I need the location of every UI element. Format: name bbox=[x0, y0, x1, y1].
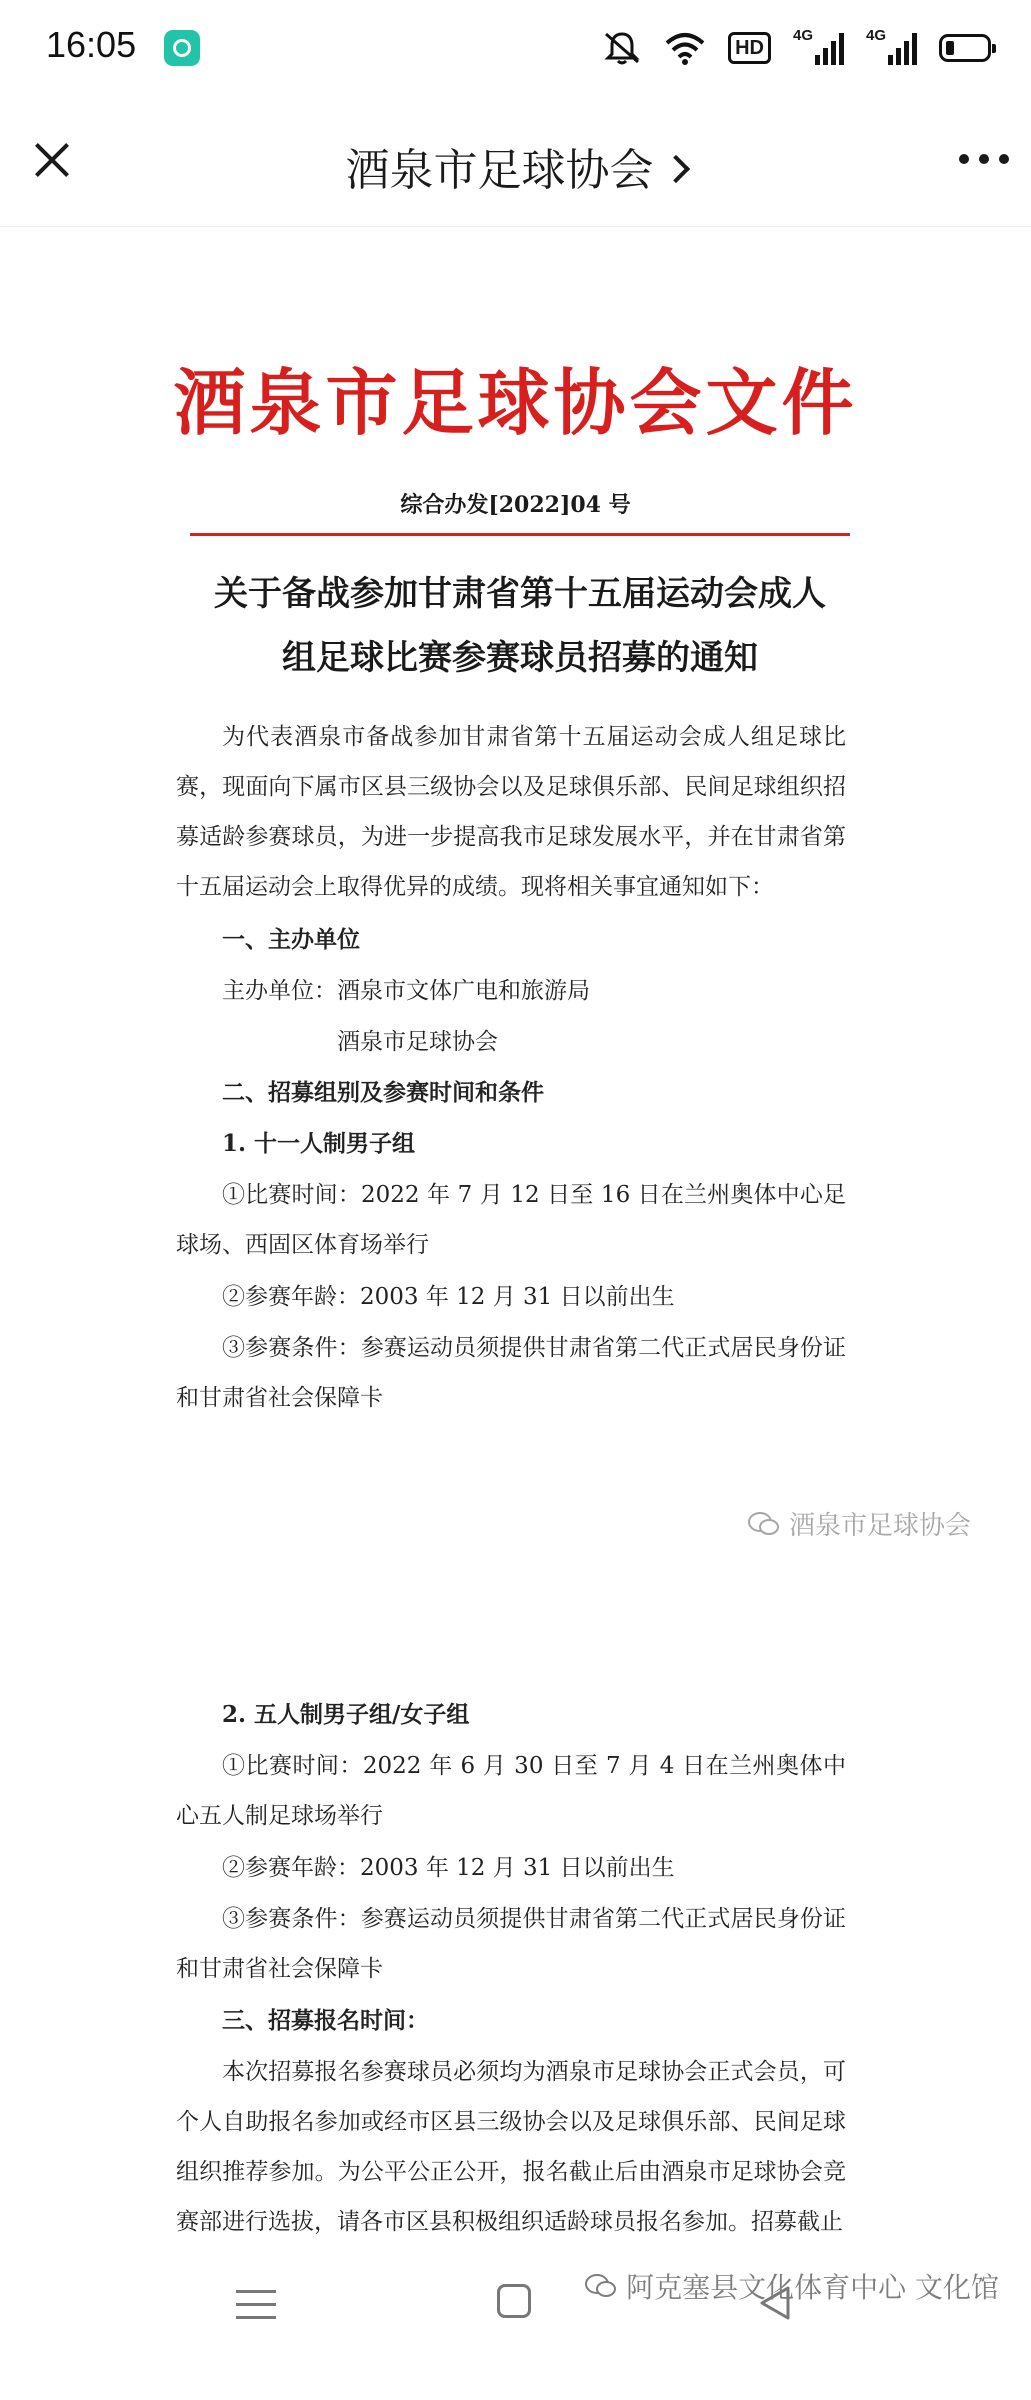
wechat-icon bbox=[747, 1511, 781, 1537]
section-heading: 三、招募报名时间： bbox=[222, 2007, 429, 2034]
mute-icon bbox=[602, 30, 642, 66]
signal-label: 4G bbox=[866, 27, 887, 44]
status-icons bbox=[602, 26, 991, 70]
notice-title bbox=[150, 562, 890, 690]
group1-time: ①比赛时间：2022 年 7 月 12 日至 16 日在兰州奥体中心足球场、西固区体育场举行 bbox=[176, 1182, 846, 1258]
status-bar bbox=[0, 0, 1031, 96]
notice-title-line: 组足球比赛参赛球员招募的通知 bbox=[282, 638, 758, 678]
section-heading: 二、招募组别及参赛时间和条件 bbox=[222, 1079, 544, 1106]
signal-label: 4G bbox=[793, 27, 814, 44]
intro-paragraph: 为代表酒泉市备战参加甘肃省第十五届运动会成人组足球比赛，现面向下属市区县三级协会以及足球俱乐部、民间足球组织招募适龄参赛球员，为进一步提高我市足球发展水平，并在甘肃省第十五届运动会上取得优异的成绩。现将相关事宜通知如下： bbox=[176, 724, 846, 900]
wechat-icon bbox=[584, 2273, 618, 2299]
more-icon[interactable] bbox=[959, 154, 1009, 164]
organizer-name: 酒泉市文体广电和旅游局 bbox=[337, 978, 590, 1004]
battery-icon bbox=[939, 34, 991, 62]
home-icon[interactable] bbox=[497, 2284, 531, 2318]
group2-age: ②参赛年龄：2003 年 12 月 31 日以前出生 bbox=[222, 1855, 675, 1881]
hd-icon: HD bbox=[728, 32, 771, 64]
watermark bbox=[747, 1505, 971, 1542]
section3-body: 本次招募报名参赛球员必须均为酒泉市足球协会正式会员，可个人自助报名参加或经市区县三级协会以及足球俱乐部、民间足球组织推荐参加。为公平公正公开，报名截止后由酒泉市足球协会竞赛部进行选拔，请各市区县积极组织适龄球员报名参加。招募截止 bbox=[176, 2059, 846, 2235]
organizer-name: 酒泉市足球协会 bbox=[337, 1029, 498, 1055]
top-nav bbox=[0, 96, 1031, 227]
status-time: 16:05 bbox=[46, 24, 137, 65]
watermark-text: 酒泉市足球协会 bbox=[788, 1511, 971, 1541]
group1-age: ②参赛年龄：2003 年 12 月 31 日以前出生 bbox=[222, 1284, 675, 1310]
signal-icon bbox=[793, 27, 844, 65]
bottom-watermark bbox=[584, 2266, 999, 2306]
wifi-icon bbox=[664, 31, 706, 65]
red-divider bbox=[190, 533, 850, 536]
account-title: 酒泉市足球协会 bbox=[345, 145, 654, 196]
watermark-text: 阿克塞县文化体育中心 文化馆 bbox=[626, 2271, 999, 2304]
chevron-right-icon bbox=[661, 155, 689, 183]
menu-icon[interactable] bbox=[236, 2288, 276, 2320]
notice-title-line: 关于备战参加甘肃省第十五届运动会成人 bbox=[214, 574, 826, 614]
account-title-link[interactable] bbox=[0, 134, 1031, 198]
signal-icon bbox=[866, 27, 917, 65]
document-number: 综合办发[2022]04 号 bbox=[400, 492, 631, 518]
app-notification-icon bbox=[164, 30, 200, 66]
group2-time: ①比赛时间：2022 年 6 月 30 日至 7 月 4 日在兰州奥体中心五人制足球场举行 bbox=[176, 1753, 846, 1829]
group-heading: 1. 十一人制男子组 bbox=[222, 1130, 416, 1157]
organizer-label: 主办单位： bbox=[222, 978, 337, 1004]
document-header-title: 酒泉市足球协会文件 bbox=[173, 360, 858, 445]
group2-condition: ③参赛条件：参赛运动员须提供甘肃省第二代正式居民身份证和甘肃省社会保障卡 bbox=[176, 1906, 846, 1982]
group-heading: 2. 五人制男子组/女子组 bbox=[222, 1701, 470, 1728]
section-heading: 一、主办单位 bbox=[222, 926, 360, 953]
group1-condition: ③参赛条件：参赛运动员须提供甘肃省第二代正式居民身份证和甘肃省社会保障卡 bbox=[176, 1335, 846, 1411]
